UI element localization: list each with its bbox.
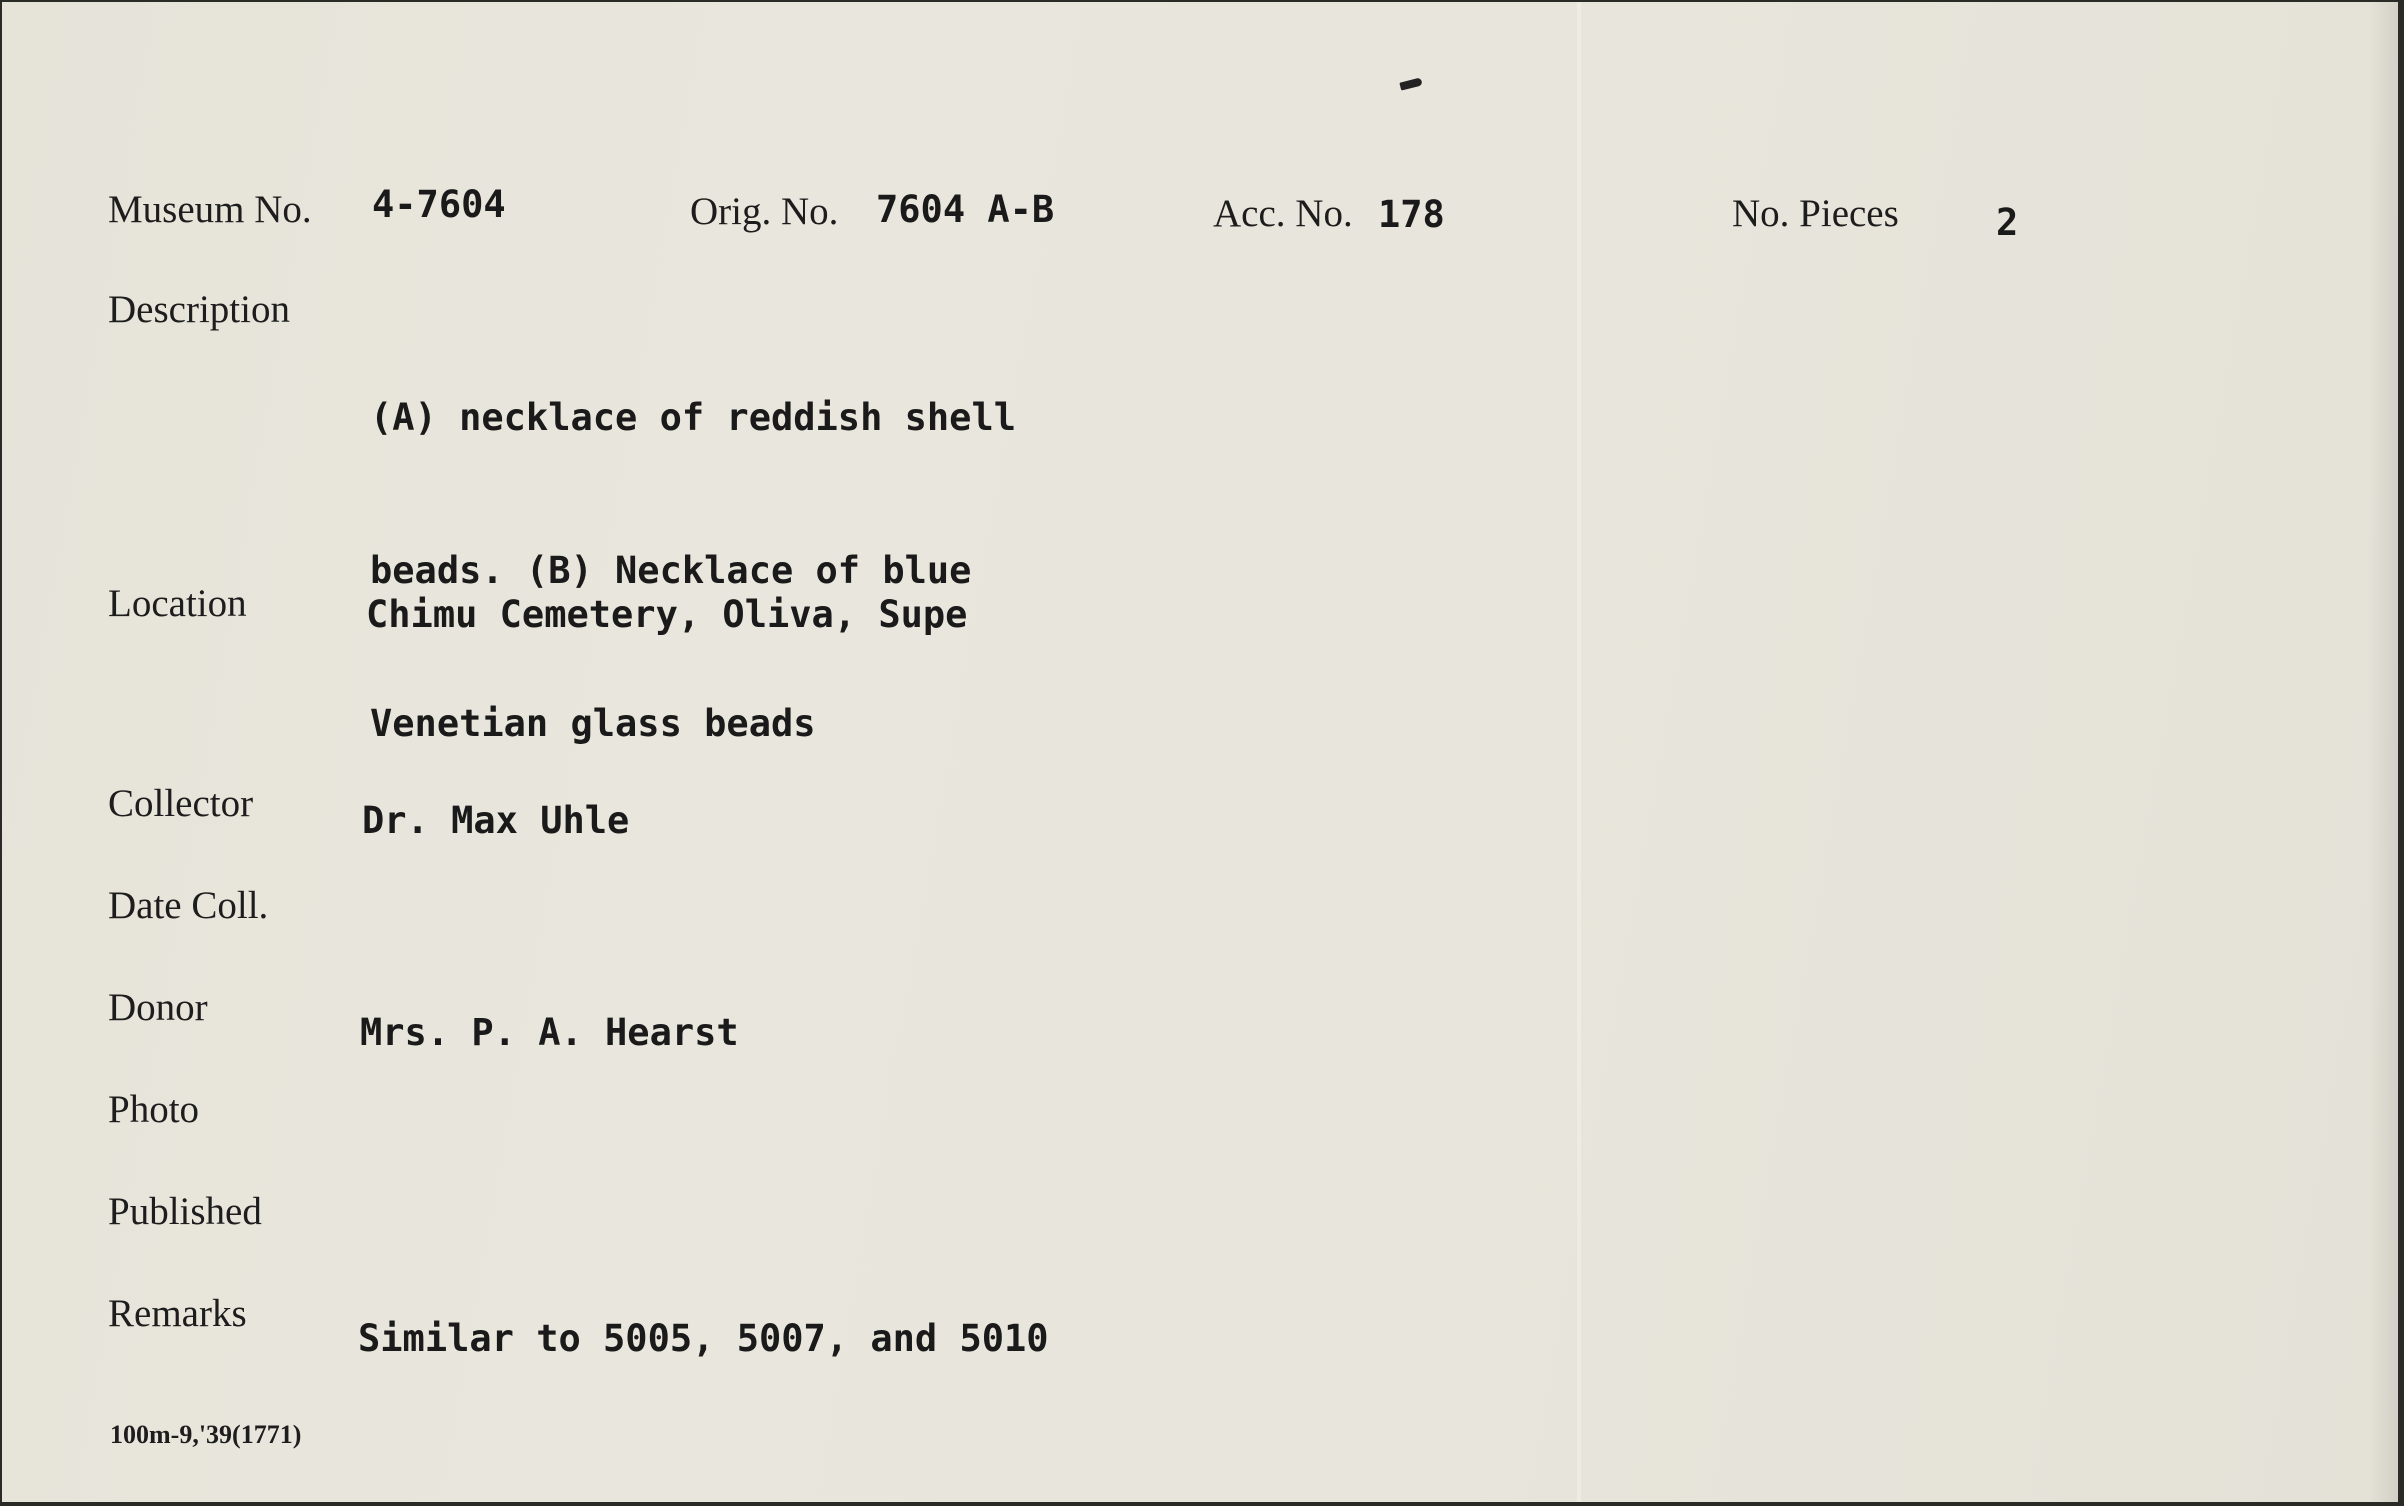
collector-label: Collector: [108, 782, 254, 825]
museum-no-label: Museum No.: [108, 188, 312, 231]
description-line: beads. (B) Necklace of blue: [370, 549, 972, 592]
collector-value: Dr. Max Uhle: [362, 799, 630, 842]
description-line: (A) necklace of reddish shell: [370, 396, 1017, 439]
orig-no-value: 7604 A-B: [876, 188, 1055, 231]
photo-label: Photo: [108, 1088, 200, 1131]
card-fold-line: [1577, 2, 1581, 1502]
donor-value: Mrs. P. A. Hearst: [360, 1011, 739, 1054]
card-edge-shadow: [2368, 2, 2398, 1502]
donor-label: Donor: [108, 986, 208, 1029]
pieces-label: No. Pieces: [1732, 192, 1899, 235]
remarks-value: Similar to 5005, 5007, and 5010: [358, 1317, 1049, 1360]
description-value: [370, 290, 1016, 851]
description-line: Venetian glass beads: [370, 702, 816, 745]
catalog-card: [2, 2, 2398, 1502]
pieces-value: 2: [1996, 201, 2019, 244]
print-code: 100m-9,'39(1771): [110, 1420, 302, 1449]
description-label: Description: [108, 288, 290, 331]
orig-no-label: Orig. No.: [690, 190, 839, 233]
published-label: Published: [108, 1190, 262, 1233]
acc-no-value: 178: [1378, 193, 1445, 236]
ink-mark: [1399, 77, 1422, 90]
acc-no-label: Acc. No.: [1213, 192, 1353, 235]
museum-no-value: 4-7604: [372, 183, 506, 226]
location-label: Location: [108, 582, 247, 625]
location-value: Chimu Cemetery, Oliva, Supe: [366, 593, 968, 636]
date-coll-label: Date Coll.: [108, 884, 269, 927]
remarks-label: Remarks: [108, 1292, 247, 1335]
